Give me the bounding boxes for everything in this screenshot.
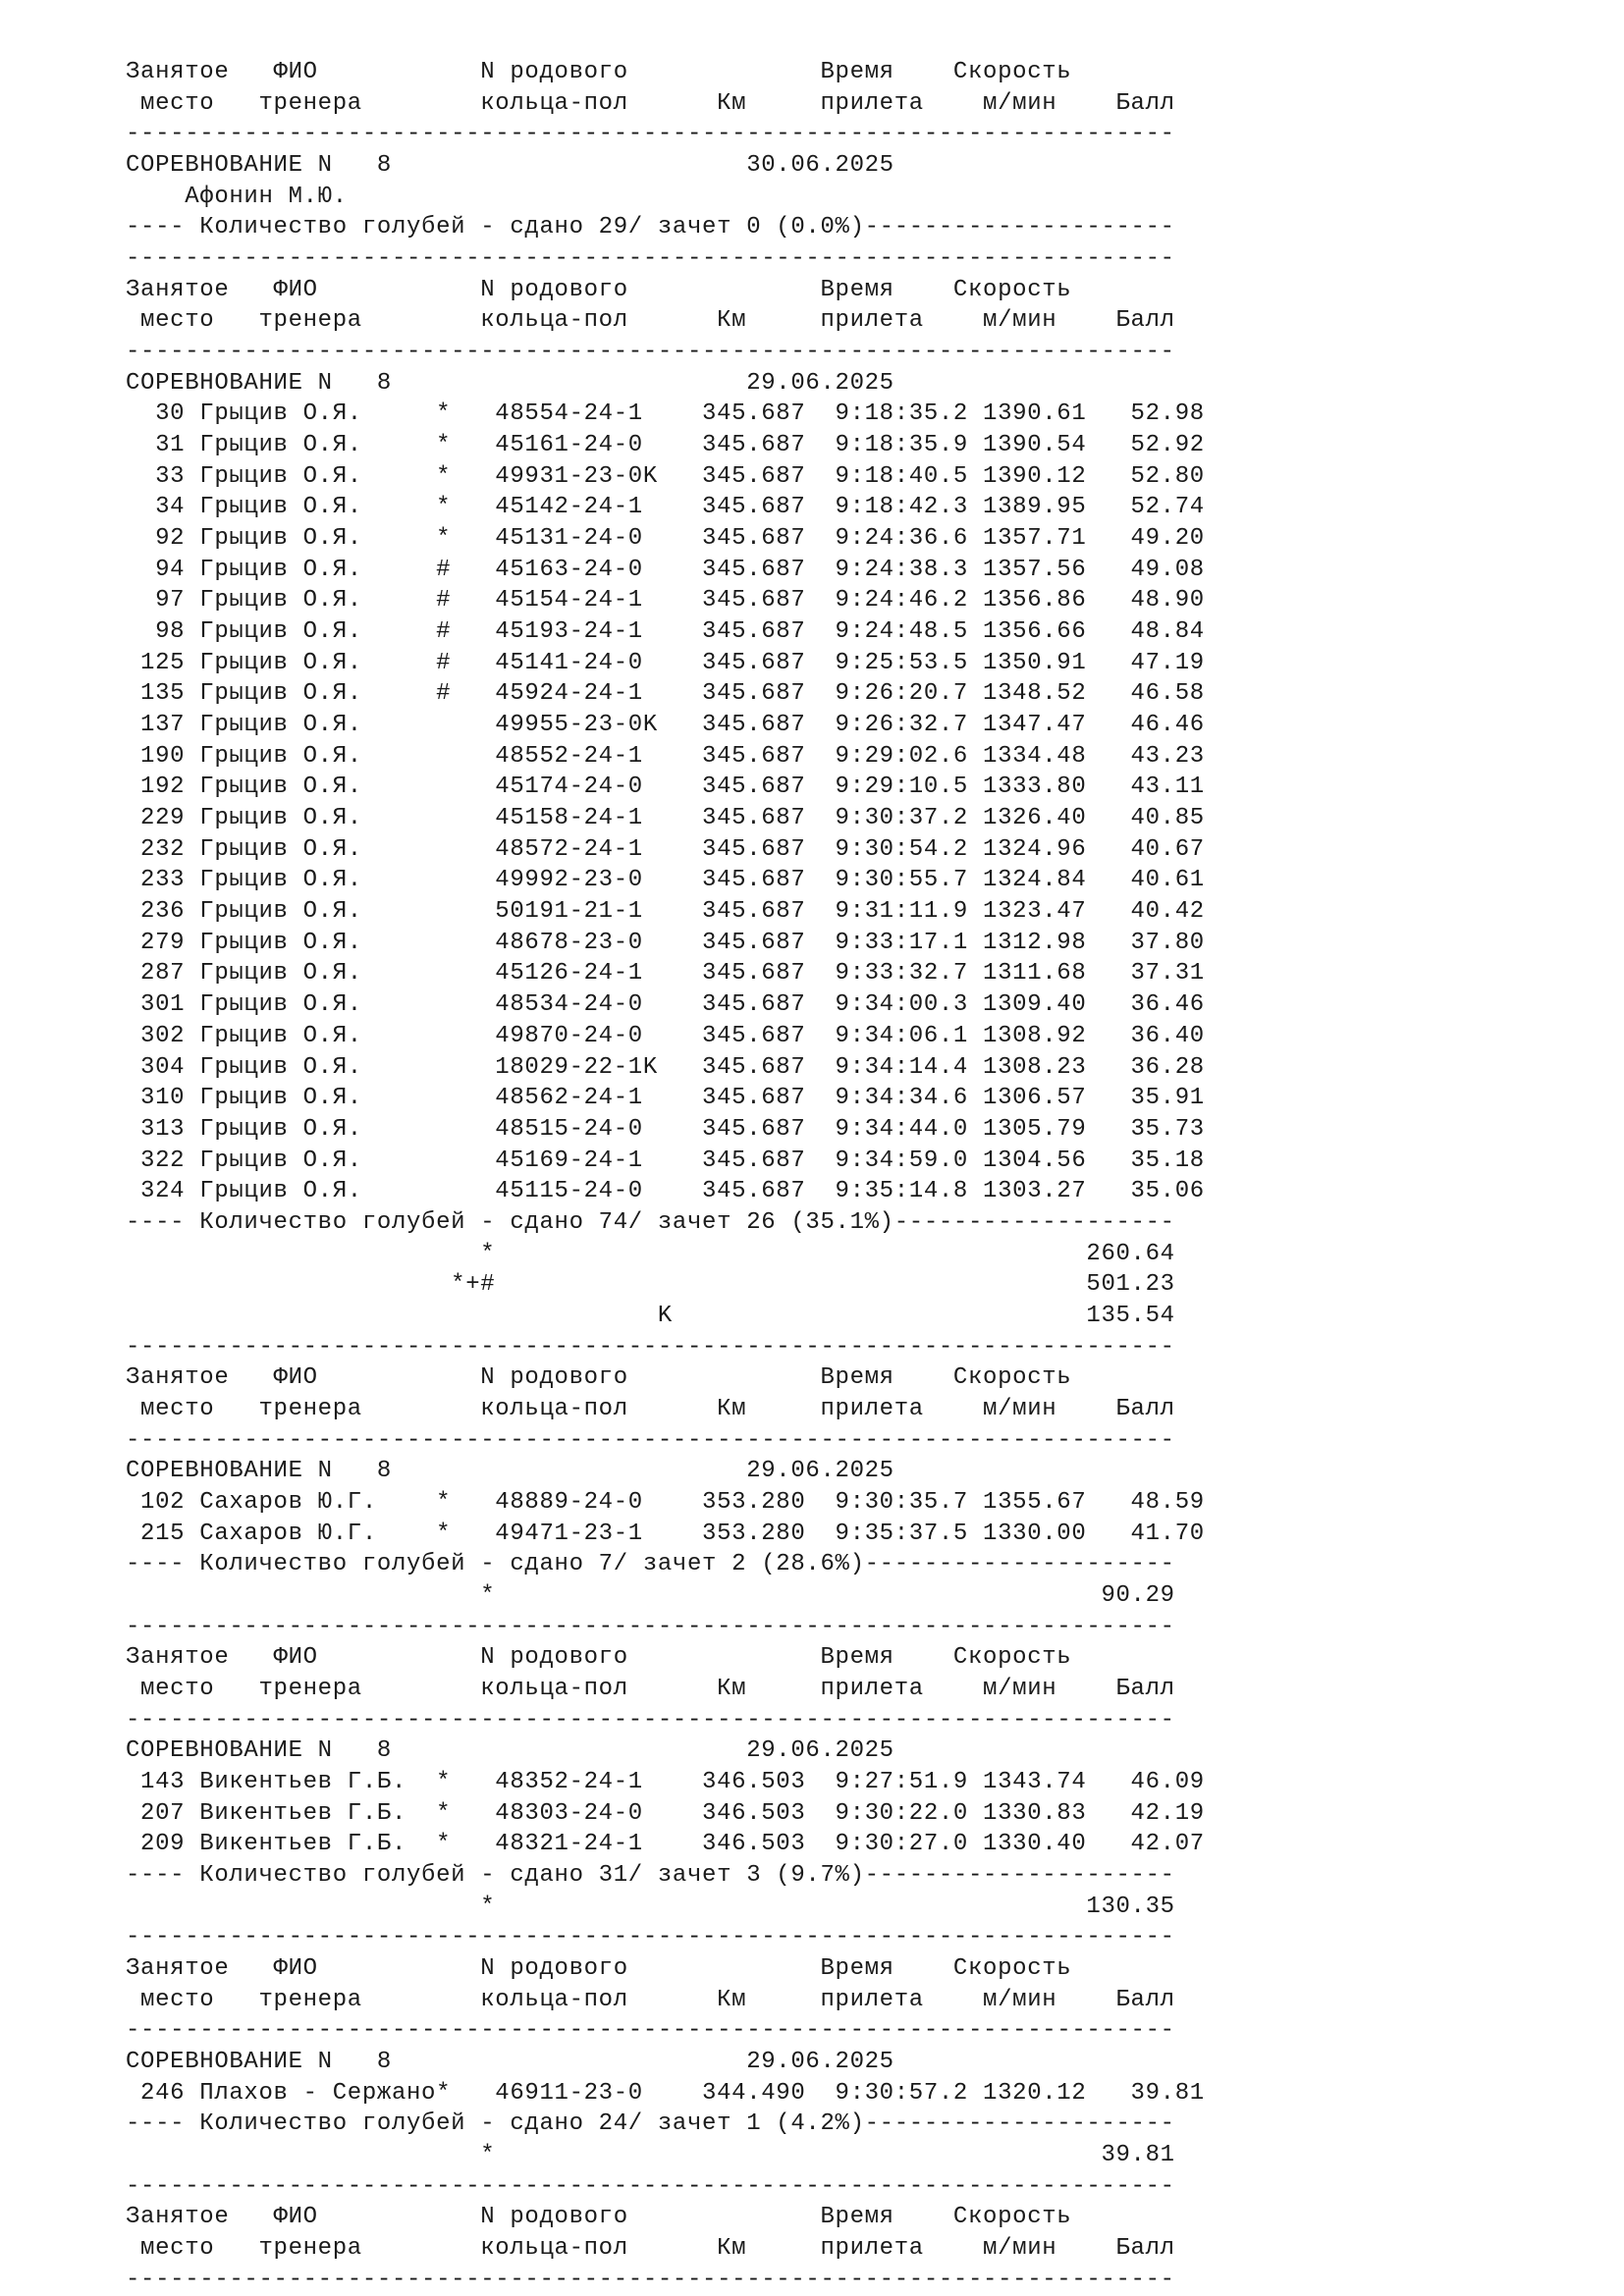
result-row: 125 Грыцив О.Я. # 45141-24-0 345.687 9:25:53.5 1350.91 47.19 [126,649,1205,676]
result-row: 94 Грыцив О.Я. # 45163-24-0 345.687 9:24:38.3 1357.56 49.08 [126,556,1205,583]
score-total: * 39.81 [126,2142,1175,2169]
summary-line: ---- Количество голубей - сдано 7/ зачет 2 (28.6%)--------------------- [126,1551,1175,1578]
competition-line: СОРЕВНОВАНИЕ N 8 30.06.2025 [126,152,894,180]
header-divider: ----------------------------------------------------------------------- [126,2266,1175,2293]
score-total: *+# 501.23 [126,1271,1175,1299]
result-row: 236 Грыцив О.Я. 50191-21-1 345.687 9:31:11.9 1323.47 40.42 [126,898,1205,926]
result-row: 215 Сахаров Ю.Г. * 49471-23-1 353.280 9:35:37.5 1330.00 41.70 [126,1520,1205,1547]
block-divider: ----------------------------------------------------------------------- [126,1333,1175,1361]
result-row: 135 Грыцив О.Я. # 45924-24-1 345.687 9:26:20.7 1348.52 46.58 [126,680,1205,708]
column-header: место тренера кольца-пол Км прилета м/мин Балл [126,1986,1175,2013]
result-row: 322 Грыцив О.Я. 45169-24-1 345.687 9:34:59.0 1304.56 35.18 [126,1147,1205,1174]
race-results-report [126,57,1205,2295]
block-divider: ----------------------------------------------------------------------- [126,2172,1175,2200]
column-header: место тренера кольца-пол Км прилета м/мин Балл [126,307,1175,335]
result-row: 233 Грыцив О.Я. 49992-23-0 345.687 9:30:55.7 1324.84 40.61 [126,867,1205,894]
column-header: место тренера кольца-пол Км прилета м/мин Балл [126,1395,1175,1422]
result-row: 324 Грыцив О.Я. 45115-24-0 345.687 9:35:14.8 1303.27 35.06 [126,1178,1205,1205]
result-row: 310 Грыцив О.Я. 48562-24-1 345.687 9:34:34.6 1306.57 35.91 [126,1085,1205,1112]
score-total: * 90.29 [126,1581,1175,1609]
block-divider: ----------------------------------------------------------------------- [126,1924,1175,1951]
result-row: 302 Грыцив О.Я. 49870-24-0 345.687 9:34:06.1 1308.92 36.40 [126,1022,1205,1049]
block-divider: ----------------------------------------------------------------------- [126,1613,1175,1640]
score-total: * 260.64 [126,1240,1175,1267]
result-row: 229 Грыцив О.Я. 45158-24-1 345.687 9:30:37.2 1326.40 40.85 [126,805,1205,832]
result-row: 97 Грыцив О.Я. # 45154-24-1 345.687 9:24:46.2 1356.86 48.90 [126,587,1205,614]
result-row: 143 Викентьев Г.Б. * 48352-24-1 346.503 9:27:51.9 1343.74 46.09 [126,1768,1205,1795]
header-divider: ----------------------------------------------------------------------- [126,1426,1175,1454]
header-divider: ----------------------------------------------------------------------- [126,339,1175,366]
column-header: Занятое ФИО N родового Время Скорость [126,1644,1072,1672]
trainer-name: Афонин М.Ю. [126,183,348,210]
result-row: 30 Грыцив О.Я. * 48554-24-1 345.687 9:18:35.2 1390.61 52.98 [126,400,1205,428]
result-row: 232 Грыцив О.Я. 48572-24-1 345.687 9:30:54.2 1324.96 40.67 [126,835,1205,863]
result-row: 246 Плахов - Сержано* 46911-23-0 344.490 9:30:57.2 1320.12 39.81 [126,2079,1205,2107]
header-divider: ----------------------------------------------------------------------- [126,1706,1175,1734]
column-header: Занятое ФИО N родового Время Скорость [126,2204,1072,2231]
result-row: 287 Грыцив О.Я. 45126-24-1 345.687 9:33:32.7 1311.68 37.31 [126,960,1205,988]
competition-line: СОРЕВНОВАНИЕ N 8 29.06.2025 [126,369,894,397]
block-divider: ----------------------------------------------------------------------- [126,245,1175,273]
result-row: 209 Викентьев Г.Б. * 48321-24-1 346.503 9:30:27.0 1330.40 42.07 [126,1831,1205,1858]
result-row: 192 Грыцив О.Я. 45174-24-0 345.687 9:29:10.5 1333.80 43.11 [126,774,1205,801]
result-row: 207 Викентьев Г.Б. * 48303-24-0 346.503 9:30:22.0 1330.83 42.19 [126,1799,1205,1827]
column-header: Занятое ФИО N родового Время Скорость [126,1364,1072,1392]
competition-line: СОРЕВНОВАНИЕ N 8 29.06.2025 [126,1737,894,1765]
result-row: 190 Грыцив О.Я. 48552-24-1 345.687 9:29:02.6 1334.48 43.23 [126,742,1205,770]
score-total: * 130.35 [126,1893,1175,1920]
score-total: K 135.54 [126,1302,1175,1329]
result-row: 98 Грыцив О.Я. # 45193-24-1 345.687 9:24:48.5 1356.66 48.84 [126,618,1205,646]
header-divider: ----------------------------------------------------------------------- [126,2017,1175,2045]
competition-line: СОРЕВНОВАНИЕ N 8 29.06.2025 [126,2049,894,2075]
column-header: Занятое ФИО N родового Время Скорость [126,59,1072,85]
result-row: 301 Грыцив О.Я. 48534-24-0 345.687 9:34:00.3 1309.40 36.46 [126,991,1205,1019]
result-row: 92 Грыцив О.Я. * 45131-24-0 345.687 9:24:36.6 1357.71 49.20 [126,525,1205,553]
result-row: 137 Грыцив О.Я. 49955-23-0K 345.687 9:26:32.7 1347.47 46.46 [126,712,1205,739]
column-header: место тренера кольца-пол Км прилета м/мин Балл [126,89,1175,117]
header-divider: ----------------------------------------------------------------------- [126,121,1175,148]
column-header: место тренера кольца-пол Км прилета м/мин Балл [126,1675,1175,1702]
column-header: место тренера кольца-пол Км прилета м/мин Балл [126,2235,1175,2263]
column-header: Занятое ФИО N родового Время Скорость [126,1954,1072,1982]
result-row: 102 Сахаров Ю.Г. * 48889-24-0 353.280 9:30:35.7 1355.67 48.59 [126,1488,1205,1516]
result-row: 313 Грыцив О.Я. 48515-24-0 345.687 9:34:44.0 1305.79 35.73 [126,1115,1205,1143]
result-row: 31 Грыцив О.Я. * 45161-24-0 345.687 9:18:35.9 1390.54 52.92 [126,432,1205,459]
result-row: 34 Грыцив О.Я. * 45142-24-1 345.687 9:18:42.3 1389.95 52.74 [126,494,1205,521]
summary-line: ---- Количество голубей - сдано 24/ зачет 1 (4.2%)--------------------- [126,2110,1175,2138]
competition-line: СОРЕВНОВАНИЕ N 8 29.06.2025 [126,1458,894,1485]
result-row: 33 Грыцив О.Я. * 49931-23-0K 345.687 9:18:40.5 1390.12 52.80 [126,462,1205,490]
summary-line: ---- Количество голубей - сдано 29/ зачет 0 (0.0%)--------------------- [126,214,1175,241]
summary-line: ---- Количество голубей - сдано 74/ зачет 26 (35.1%)------------------- [126,1208,1175,1236]
result-row: 279 Грыцив О.Я. 48678-23-0 345.687 9:33:17.1 1312.98 37.80 [126,929,1205,956]
result-row: 304 Грыцив О.Я. 18029-22-1K 345.687 9:34:14.4 1308.23 36.28 [126,1053,1205,1081]
column-header: Занятое ФИО N родового Время Скорость [126,276,1072,303]
summary-line: ---- Количество голубей - сдано 31/ зачет 3 (9.7%)--------------------- [126,1861,1175,1889]
